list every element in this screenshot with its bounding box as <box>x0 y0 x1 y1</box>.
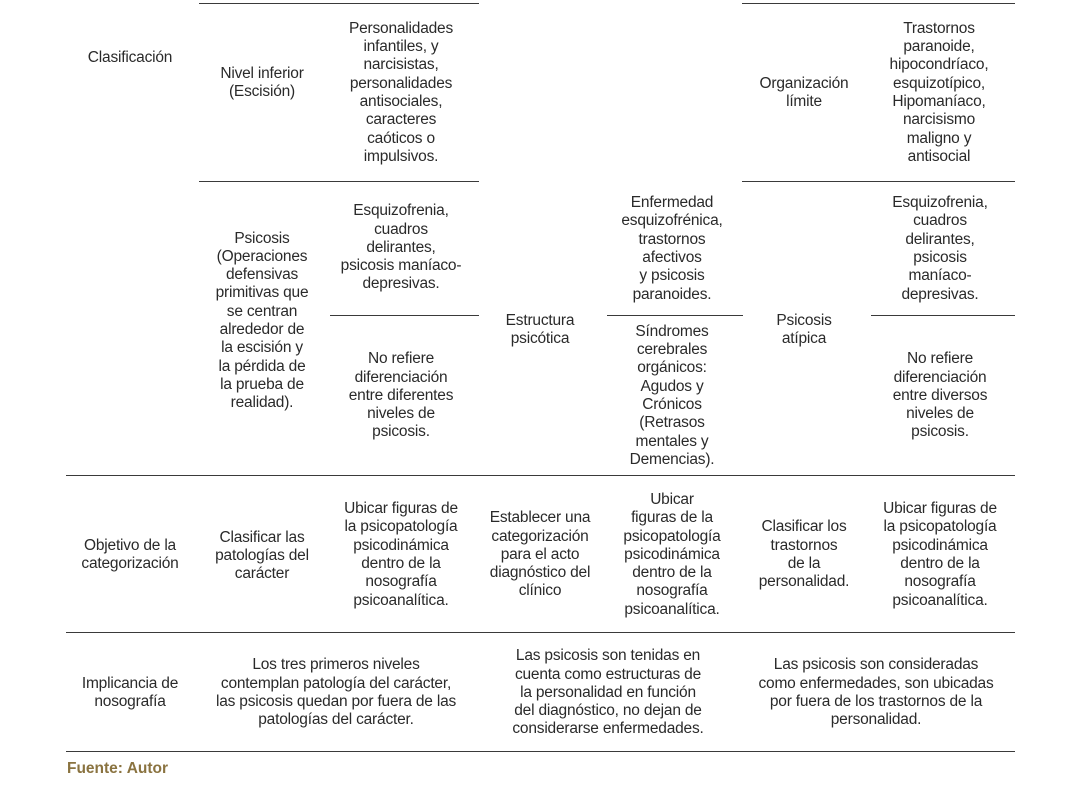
rule-after-objetivo <box>66 632 1015 633</box>
rule-top-left <box>199 3 479 4</box>
implicancia-col2: Las psicosis son tenidas en cuenta como estructuras de la personalidad en función del diagnóstico, no dejan de considerarse enfermedades. <box>512 647 704 738</box>
psicosis-atipica-bottom: No refiere diferenciación entre diversos niveles de psicosis. <box>892 350 988 441</box>
psicosis-top: Esquizofrenia, cuadros delirantes, psicosis maníaco- depresivas. <box>340 202 462 293</box>
objetivo-col4: Ubicar figuras de la psicopatología psicodinámica dentro de la nosografía psicoanalítica. <box>623 490 721 618</box>
organizacion-limite-description: Trastornos paranoide, hipocondríaco, esquizotípico, Hipomaníaco, narcisismo maligno y antisocial <box>889 19 989 165</box>
row-label-clasificacion: Clasificación <box>87 48 173 66</box>
rule-estructura-split <box>607 315 743 316</box>
source-note: Fuente: Autor <box>67 760 169 777</box>
objetivo-col2: Ubicar figuras de la psicopatología psicodinámica dentro de la nosografía psicoanalítica. <box>344 500 458 609</box>
rule-bottom <box>66 751 1015 752</box>
implicancia-col3: Las psicosis son consideradas como enfermedades, son ubicadas por fuera de los trastornos de la personalidad. <box>758 656 994 729</box>
psicosis-atipica-label: Psicosis atípica <box>776 311 832 347</box>
row-label-objetivo: Objetivo de la categorización <box>81 536 179 572</box>
objetivo-col3: Establecer una categorización para el acto diagnóstico del clínico <box>489 509 591 600</box>
rule-after-clasificacion <box>66 475 1015 476</box>
objetivo-col1: Clasificar las patologías del carácter <box>215 528 309 583</box>
implicancia-col1: Los tres primeros niveles contemplan patología del carácter, las psicosis quedan por fuera de las patologías del carácter. <box>215 656 457 729</box>
rule-atipica-split <box>871 315 1015 316</box>
estructura-psicotica-label: Estructura psicótica <box>505 311 575 347</box>
psicosis-atipica-top: Esquizofrenia, cuadros delirantes, psicosis maníaco- depresivas. <box>892 194 988 303</box>
row-label-implicancia: Implicancia de nosografía <box>81 674 179 710</box>
organizacion-limite-label: Organización límite <box>759 74 849 110</box>
rule-after-nivel-inferior <box>199 181 479 182</box>
objetivo-col5: Clasificar los trastornos de la personalidad. <box>758 518 850 591</box>
nivel-inferior-label: Nivel inferior (Escisión) <box>220 64 304 100</box>
rule-after-organizacion-limite <box>742 181 1015 182</box>
rule-psicosis-split <box>330 315 479 316</box>
objetivo-col6: Ubicar figuras de la psicopatología psicodinámica dentro de la nosografía psicoanalítica. <box>883 500 997 609</box>
estructura-psicotica-top: Enfermedad esquizofrénica, trastornos afectivos y psicosis paranoides. <box>621 194 723 303</box>
estructura-psicotica-bottom: Síndromes cerebrales orgánicos: Agudos y Crónicos (Retrasos mentales y Demencias). <box>629 322 715 468</box>
psicosis-label: Psicosis (Operaciones defensivas primitivas que se centran alrededor de la escisión y la pérdida de la prueba de realidad). <box>215 229 309 412</box>
rule-top-right <box>742 3 1015 4</box>
psicosis-bottom: No refiere diferenciación entre diferentes niveles de psicosis. <box>348 350 454 441</box>
nivel-inferior-description: Personalidades infantiles, y narcisistas, personalidades antisociales, caracteres caóticos o impulsivos. <box>348 19 454 165</box>
